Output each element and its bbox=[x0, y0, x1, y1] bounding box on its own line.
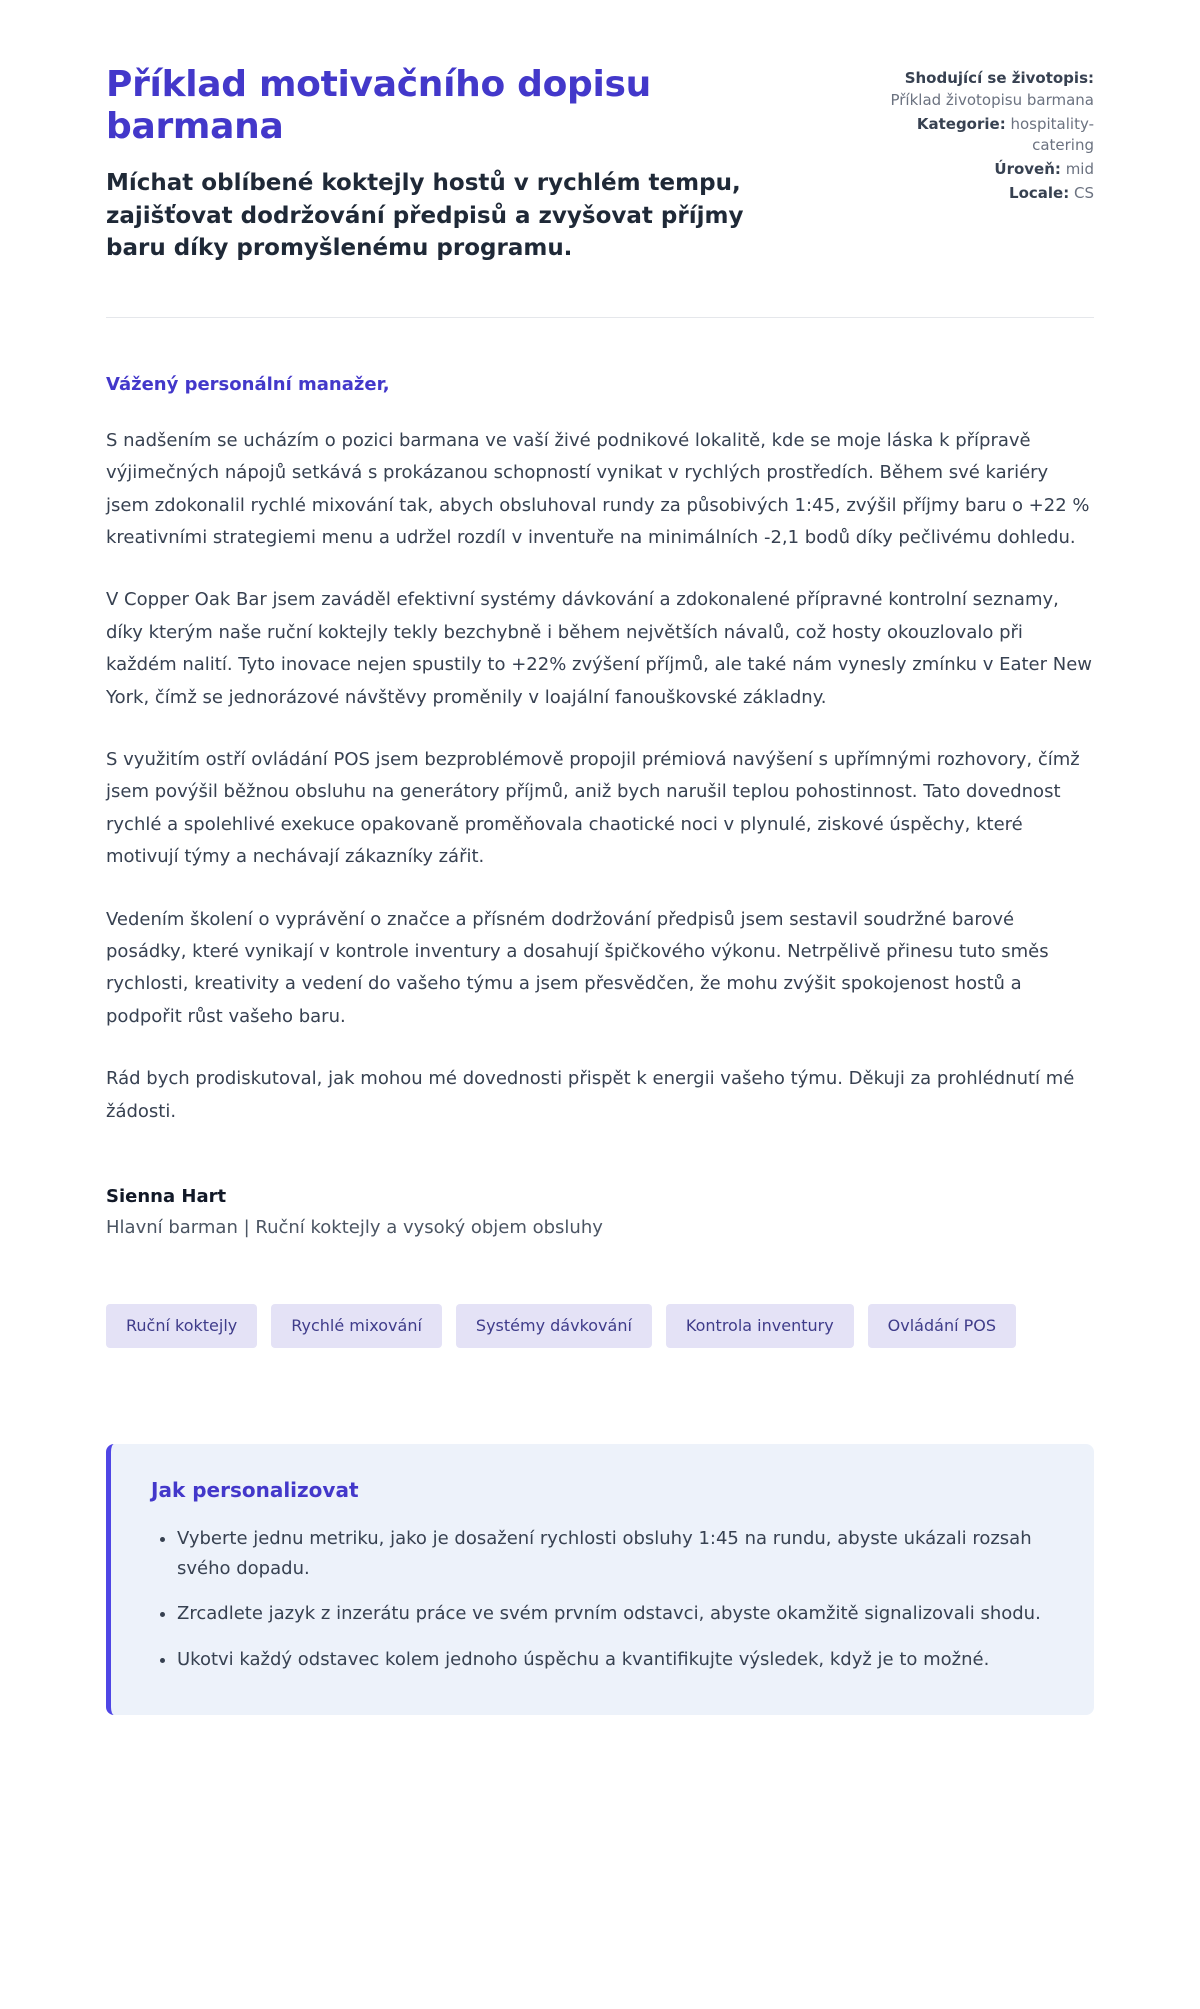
skill-tag: Rychlé mixování bbox=[271, 1304, 442, 1348]
signature-title: Hlavní barman | Ruční koktejly a vysoký objem obsluhy bbox=[106, 1216, 603, 1238]
page-subtitle: Míchat oblíbené koktejly hostů v rychlém tempu, zajišťovat dodržování předpisů a zvyšovat příjmy baru díky promyšlenému programu. bbox=[106, 169, 744, 262]
letter-paragraph: S nadšením se ucházím o pozici barmana ve vaší živé podnikové lokalitě, kde se moje láska k přípravě výjimečných nápojů setkává s prokázanou schopností vynikat v rychlých prostředích. Během své kariéry jsem zdokonalil rychlé mixování tak, abych obsluhoval rundy za působivých 1:45, zvýšil příjmy baru o +22 % kreativními strategiemi menu a udržel rozdíl v inventuře na minimálních -2,1 bodů díky pečlivému dohledu. bbox=[106, 429, 1090, 549]
salutation: Vážený personální manažer, bbox=[106, 373, 390, 395]
header-title-block bbox=[106, 64, 786, 265]
skill-tag: Systémy dávkování bbox=[456, 1304, 652, 1348]
meta-locale-value: CS bbox=[1074, 183, 1094, 202]
meta-level bbox=[879, 159, 1094, 181]
letter-body bbox=[106, 374, 1094, 1238]
tip-item: • Zrcadlete jazyk z inzerátu práce ve svém prvním odstavci, abyste okamžitě signalizovali shodu. bbox=[177, 1599, 1054, 1629]
header-divider bbox=[106, 317, 1094, 318]
meta-resume bbox=[879, 68, 1094, 112]
meta-category-label: Kategorie: bbox=[916, 114, 1006, 133]
skill-tag: Kontrola inventury bbox=[666, 1304, 854, 1348]
meta-level-value: mid bbox=[1065, 160, 1094, 178]
meta-locale bbox=[879, 183, 1094, 205]
personalization-tips-callout bbox=[106, 1444, 1094, 1715]
skill-tag: Ruční koktejly bbox=[106, 1304, 257, 1348]
letter-paragraph: Vedením školení o vyprávění o značce a přísném dodržování předpisů jsem sestavil soudržné barové posádky, které vynikají v kontrole inventury a dosahují špičkového výkonu. Netrpělivě přinesu tuto směs rychlosti, kreativity a vedení do vašeho týmu a jsem přesvědčen, že mohu zvýšit spokojenost hostů a podpořit růst vašeho baru. bbox=[106, 908, 1049, 1027]
letter-paragraph: V Copper Oak Bar jsem zaváděl efektivní systémy dávkování a zdokonalené přípravné kontrolní seznamy, díky kterým naše ruční koktejly tekly bezchybně i během největších návalů, což hosty okouzlovalo při každém nalití. Tyto inovace nejen spustily to +22% zvýšení příjmů, ale také nám vynesly zmínku v Eater New York, čímž se jednorázové návštěvy proměnily v loajální fanouškovské základny. bbox=[106, 589, 1092, 708]
meta-locale-label: Locale: bbox=[1009, 183, 1070, 202]
letter-paragraph: S využitím ostří ovládání POS jsem bezproblémově propojil prémiová navýšení s upřímnými rozhovory, čímž jsem povýšil běžnou obsluhu na generátory příjmů, aniž bych narušil teplou pohostinnost. Tato dovednost rychlé a spolehlivé exekuce opakovaně proměňovala chaotické noci v plynulé, ziskové úspěchy, které motivují týmy a nechávají zákazníky zářit. bbox=[106, 749, 1080, 868]
meta-category-value: hospitality-catering bbox=[1010, 114, 1094, 155]
skill-tags bbox=[106, 1304, 1094, 1348]
meta-category bbox=[879, 114, 1094, 158]
meta-level-label: Úroveň: bbox=[994, 160, 1061, 178]
tips-title: Jak personalizovat bbox=[151, 1477, 359, 1502]
meta-resume-value: Příklad životopisu barmana bbox=[890, 90, 1094, 109]
meta-panel bbox=[879, 64, 1094, 207]
tip-item: • Ukotvi každý odstavec kolem jednoho úspěchu a kvantifikujte výsledek, když je to možné. bbox=[177, 1645, 1054, 1675]
signature-name: Sienna Hart bbox=[106, 1185, 227, 1207]
letter-paragraph: Rád bych prodiskutoval, jak mohou mé dovednosti přispět k energii vašeho týmu. Děkuji za prohlédnutí mé žádosti. bbox=[106, 1068, 1075, 1122]
header-section bbox=[106, 64, 1094, 265]
page-title: Příklad motivačního dopisu barmana bbox=[106, 64, 651, 148]
skill-tag: Ovládání POS bbox=[868, 1304, 1016, 1348]
tips-list bbox=[151, 1524, 1054, 1675]
meta-resume-label: Shodující se životopis: bbox=[904, 69, 1094, 87]
tip-item: • Vyberte jednu metriku, jako je dosažení rychlosti obsluhy 1:45 na rundu, abyste ukázali rozsah svého dopadu. bbox=[177, 1524, 1054, 1583]
